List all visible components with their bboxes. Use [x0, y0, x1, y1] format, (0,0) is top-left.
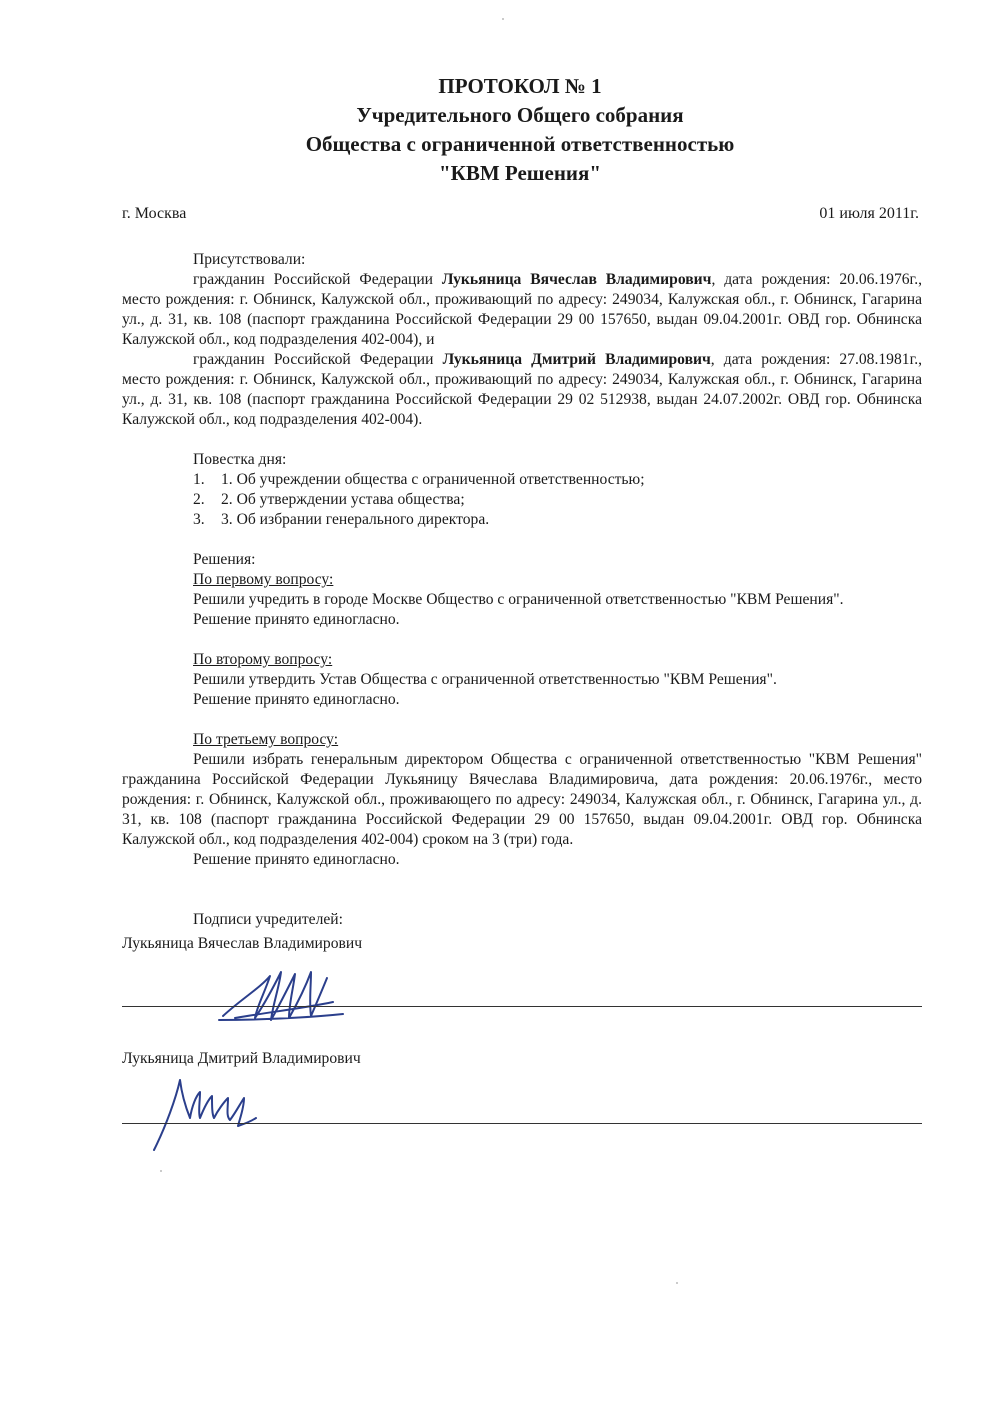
question-2-result: Решение принято единогласно.: [193, 691, 400, 708]
question-3-result: Решение принято единогласно.: [193, 851, 400, 868]
founder-2-name: Лукьяница Дмитрий Владимирович: [122, 1050, 361, 1067]
date: 01 июля 2011г.: [819, 205, 919, 222]
question-1-label: По первому вопросу:: [193, 571, 334, 588]
signatures-heading: Подписи учредителей:: [193, 911, 343, 928]
question-2-label: По второму вопросу:: [193, 651, 333, 668]
question-3-decision: Решили избрать генеральным директором Общества с ограниченной ответственностью "КВМ Решения" гражданина Российской Федерации Лукьяницу Вячеслава Владимировича, дата рождения: 20.06.1976г., место рождения: г. Обнинск, Калужской обл., проживающего по адресу: 249034, Калужская обл., г. Обнинск, Гагарина ул., д. 31, кв. 108 (паспорт гражданина Российской Федерации 29 00 157650, выдан 09.04.2001г. ОВД гор. Обнинска Калужской обл., код подразделения 402-004) сроком на 3 (три) года.: [122, 751, 922, 848]
agenda-item-number: 1.: [193, 471, 205, 488]
attendee-1-name: Лукьяница Вячеслав Владимирович: [441, 271, 712, 288]
attendee-2-details: , дата рождения: 27.08.1981г., место рождения: г. Обнинск, Калужской обл., проживающий по адресу: 249034, Калужская обл., г. Обнинск, Гагарина ул., д. 31, кв. 108 (паспорт гражданина Российской Федерации 29 02 512938, выдан 24.07.2002г. ОВД гор. Обнинска Калужской обл., код подразделения 402-004).: [122, 351, 923, 428]
decisions-heading: Решения:: [193, 551, 256, 568]
founder-2-signature-line: [122, 1123, 922, 1124]
agenda-item: [193, 510, 922, 530]
founder-1-name: Лукьяница Вячеслав Владимирович: [122, 935, 363, 952]
attendee-1-details: , дата рождения: 20.06.1976г., место рождения: г. Обнинск, Калужской обл., проживающий по адресу: 249034, Калужская обл., г. Обнинск, Гагарина ул., д. 31, кв. 108 (паспорт гражданина Российской Федерации 29 00 157650, выдан 09.04.2001г. ОВД гор. Обнинска Калужской обл., код подразделения 402-004), и: [122, 271, 922, 348]
agenda-item-text: 2. Об утверждении устава общества;: [221, 491, 465, 508]
agenda-item: [193, 470, 922, 490]
attendee-2-prefix: гражданин Российской Федерации: [193, 351, 443, 368]
document-subtitle-meeting: Учредительного Общего собрания: [356, 103, 684, 127]
scan-speck: [160, 1170, 162, 1172]
scan-speck: [502, 18, 504, 20]
founder-1-signature: [215, 958, 355, 1030]
attendee-1-prefix: гражданин Российской Федерации: [193, 271, 442, 288]
title-block: [0, 72, 1000, 188]
question-2-decision: Решили утвердить Устав Общества с ограниченной ответственностью "КВМ Решения".: [193, 671, 777, 688]
agenda-item-text: 3. Об избрании генерального директора.: [221, 511, 490, 528]
document-body: [122, 250, 922, 930]
question-3-label: По третьему вопросу:: [193, 731, 339, 748]
document-title: ПРОТОКОЛ № 1: [438, 74, 602, 98]
attendee-2: [122, 350, 922, 430]
company-name: "КВМ Решения": [438, 161, 602, 185]
agenda-item-number: 2.: [193, 491, 205, 508]
agenda-item-number: 3.: [193, 511, 205, 528]
attendees-heading: Присутствовали:: [193, 251, 306, 268]
scan-speck: [676, 1282, 678, 1284]
document-subtitle-org-type: Общества с ограниченной ответственностью: [305, 132, 735, 156]
place: г. Москва: [122, 205, 187, 222]
agenda-item: [193, 490, 922, 510]
founder-1-signature-line: [122, 1006, 922, 1007]
agenda-heading: Повестка дня:: [193, 451, 287, 468]
agenda-item-text: 1. Об учреждении общества с ограниченной ответственностью;: [221, 471, 645, 488]
founder-2-signature: [140, 1068, 270, 1158]
attendee-2-name: Лукьяница Дмитрий Владимирович: [442, 351, 711, 368]
question-1-result: Решение принято единогласно.: [193, 611, 400, 628]
question-1-decision: Решили учредить в городе Москве Общество с ограниченной ответственностью "КВМ Решения".: [193, 591, 844, 608]
attendee-1: [122, 270, 922, 350]
